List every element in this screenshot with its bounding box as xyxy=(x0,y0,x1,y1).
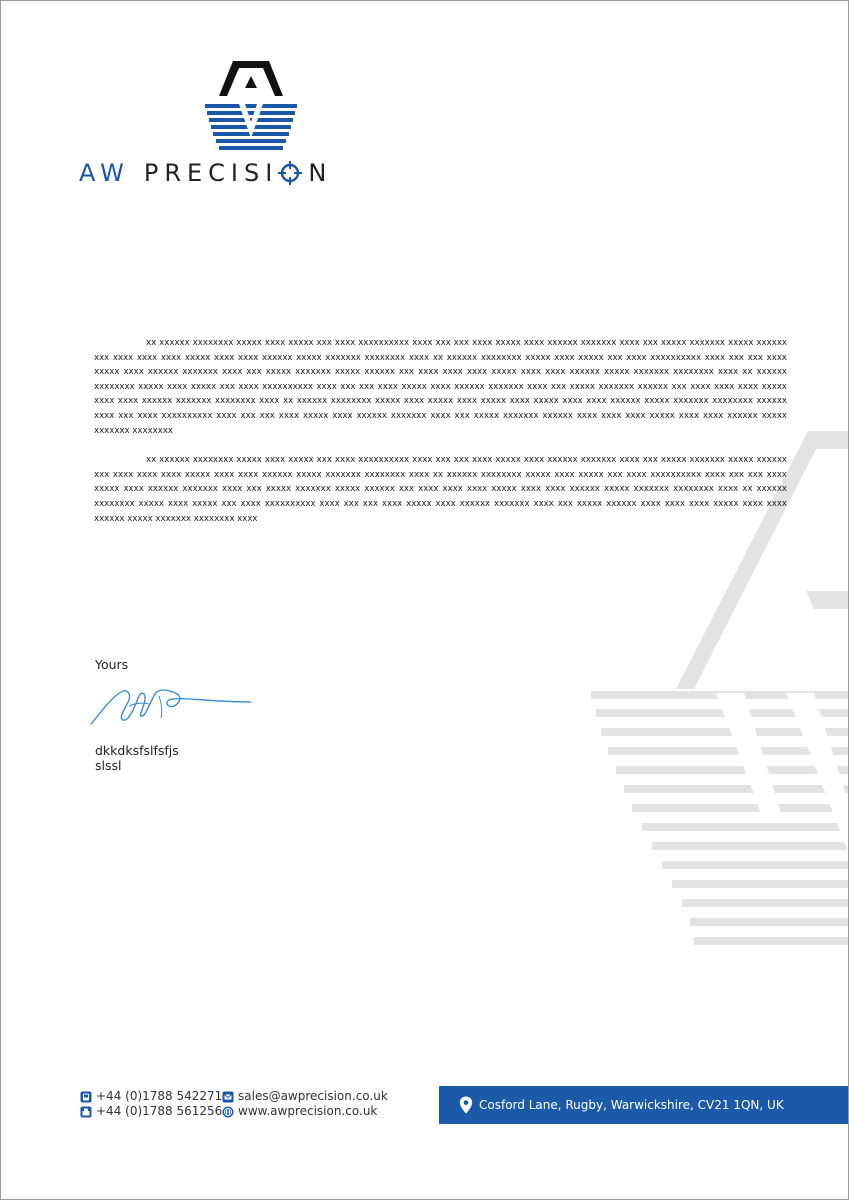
footer-online-contacts xyxy=(222,1089,388,1119)
postal-address: Cosford Lane, Rugby, Warwickshire, CV21 1QN, UK xyxy=(479,1098,784,1112)
signer-name-line-2: slssl xyxy=(95,758,122,773)
brand-wordmark-n: N xyxy=(308,159,333,187)
letter-closing: Yours xyxy=(95,657,129,672)
globe-icon xyxy=(222,1106,234,1118)
email-address[interactable]: sales@awprecision.co.uk xyxy=(238,1089,388,1103)
phone-icon xyxy=(80,1091,92,1103)
handwritten-signature xyxy=(89,684,259,729)
crosshair-icon xyxy=(278,161,302,185)
footer-email-row xyxy=(222,1089,388,1104)
brand-wordmark xyxy=(79,158,332,188)
letter-body xyxy=(94,336,787,541)
letter-paragraph-1: xx xxxxxx xxxxxxxx xxxxx xxxx xxxxx xxx xxxx xxxxxxxxxx xxxx xxx xxx xxxx xxxxx xxxx xxxxxx xxxxxxx xxxx xxx xxxxx xxxxxxx xxxxx xxxxxx xxx xxxx xxxx xxxx xxxxx xxxx xxxx xxxxxx xxxxx xxxxxxx xxxxxxxx xxxx xx xxxxxx xxxxxxxx xxxxx xxxx xxxxx xxx xxxx xxxxxxxxxx xxxx xxx xxx xxxx xxxxx xxxx xxxxxx xxxxxxx xxxx xxx xxxxx xxxxxxx xxxxx xxxxxx xxx xxxx xxxx xxxx xxxxx xxxx xxxx xxxxxx xxxxx xxxxxxx xxxxxxxx xxxx xx xxxxxx xxxxxxxx xxxxx xxxx xxxxx xxx xxxx xxxxxxxxxx xxxx xxx xxx xxxx xxxxx xxxx xxxxxx xxxxxxx xxxx xxx xxxxx xxxxxxx xxxxxx xxx xxxx xxxx xxxx xxxxx xxxx xxxx xxxxxx xxxxxxx xxxxxxxx xxxx xx xxxxxx xxxxxxxx xxxxx xxxx xxxxx xxxx xxxxx xxxx xxxxx xxxx xxxx xxxxxx xxxxx xxxxxxx xxxxxxxx xxxxxx xxxx xxx xxxx xxxxxxxxxx xxxx xxx xxx xxxx xxxxx xxxx xxxxxx xxxxxxx xxxx xxx xxxxx xxxxxxx xxxxxx xxxx xxxx xxxx xxxxx xxxx xxxx xxxxxx xxxxx xxxxxxx xxxxxxxx xyxy=(94,338,787,436)
location-pin-icon xyxy=(459,1096,473,1114)
footer-fax-row xyxy=(80,1104,222,1119)
fax-icon xyxy=(80,1106,92,1118)
phone-number[interactable]: +44 (0)1788 542271 xyxy=(96,1089,223,1103)
fax-number[interactable]: +44 (0)1788 561256 xyxy=(96,1104,223,1118)
brand-logo-mark xyxy=(201,56,301,156)
footer-phone-contacts xyxy=(80,1089,222,1119)
brand-wordmark-precisi: PRECISI xyxy=(143,159,279,187)
website-link[interactable]: www.awprecision.co.uk xyxy=(238,1104,378,1118)
brand-wordmark-aw: AW xyxy=(79,159,130,187)
email-icon xyxy=(222,1091,234,1103)
letter-paragraph-2: xx xxxxxx xxxxxxxx xxxxx xxxx xxxxx xxx xxxx xxxxxxxxxx xxxx xxx xxx xxxx xxxxx xxxx xxxxxx xxxxxxx xxxx xxx xxxxx xxxxxxx xxxxx xxxxxx xxx xxxx xxxx xxxx xxxxx xxxx xxxx xxxxxx xxxxx xxxxxxx xxxxxxxx xxxx xx xxxxxx xxxxxxxx xxxxx xxxx xxxxx xxx xxxx xxxxxxxxxx xxxx xxx xxx xxxx xxxxx xxxx xxxxxx xxxxxxx xxxx xxx xxxxx xxxxxxx xxxxx xxxxxx xxx xxxx xxxx xxxx xxxxx xxxx xxxx xxxxxx xxxxx xxxxxxx xxxxxxxx xxxx xx xxxxxx xxxxxxxx xxxxx xxxx xxxxx xxx xxxx xxxxxxxxxx xxxx xxx xxx xxxx xxxxx xxxx xxxxxx xxxxxxx xxxx xxx xxxxx xxxxxx xxxx xxxx xxxx xxxxx xxxx xxxx xxxxxx xxxxx xxxxxxx xxxxxxxx xxxx xyxy=(94,455,787,524)
signer-name xyxy=(95,743,179,773)
signer-name-line-1: dkkdksfslfsfjs xyxy=(95,743,179,758)
footer-phone-row xyxy=(80,1089,222,1104)
footer-website-row xyxy=(222,1104,388,1119)
footer-address-bar xyxy=(439,1086,848,1124)
